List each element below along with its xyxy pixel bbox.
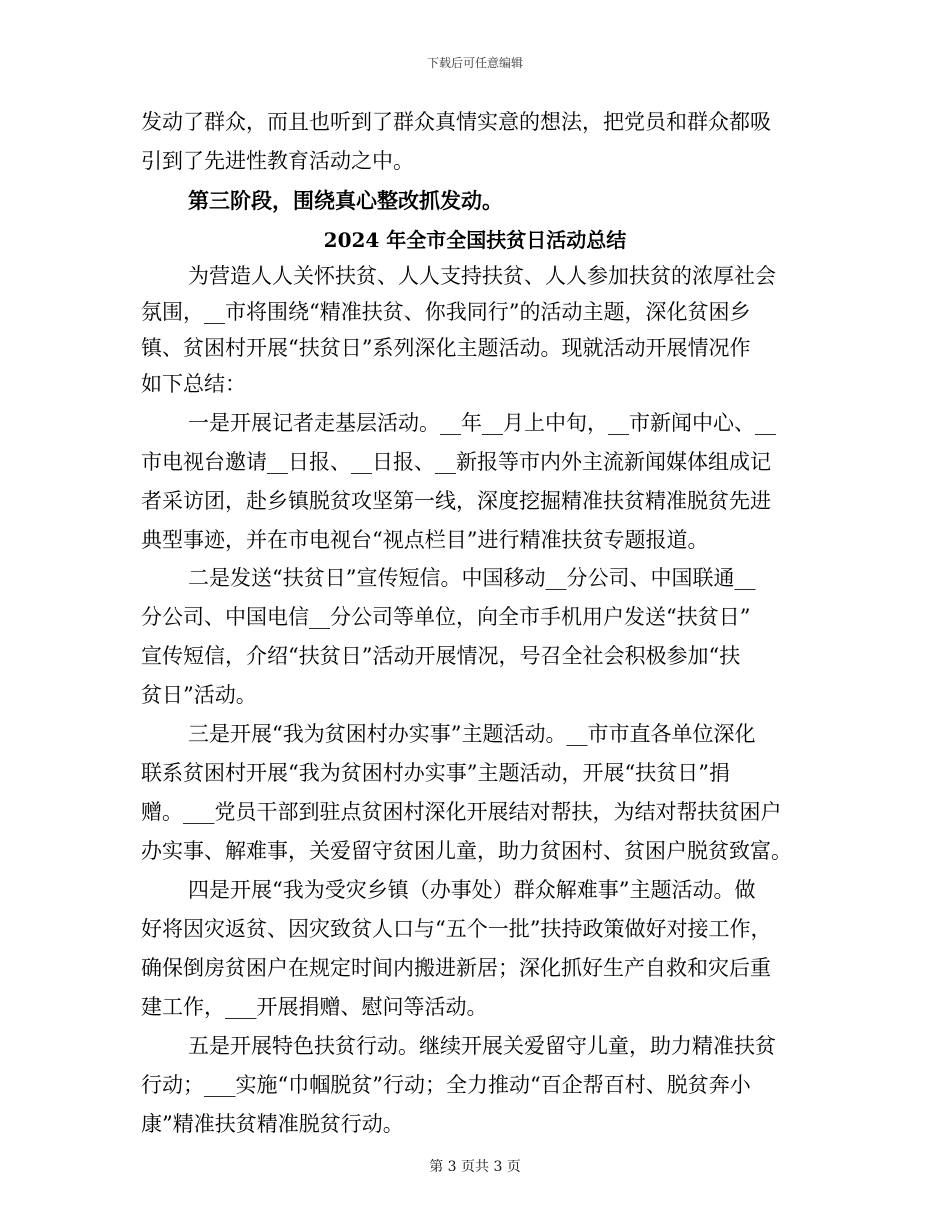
body-line: 者采访团，赴乡镇脱贫攻坚第一线，深度挖掘精准扶贫精准脱贫先进 <box>141 489 771 513</box>
body-line: 如下总结： <box>141 372 246 396</box>
body-line: 一是开展记者走基层活动。__年__月上中旬，__市新闻中心、__ <box>188 411 776 435</box>
body-line: 建工作，___开展捐赠、慰问等活动。 <box>141 995 488 1019</box>
body-line: 联系贫困村开展“我为贫困村办实事”主题活动，开展“扶贫日”捐 <box>141 761 730 785</box>
section-heading: 第三阶段，围绕真心整改抓发动。 <box>188 188 503 213</box>
body-line: 赠。___党员干部到驻点贫困村深化开展结对帮扶，为结对帮扶贫困户 <box>141 800 782 824</box>
body-line: 办实事、解难事，关爱留守贫困儿童，助力贫困村、贫困户脱贫致富。 <box>141 839 792 863</box>
page-footer: 第 3 页共 3 页 <box>429 1159 521 1175</box>
body-line: 五是开展特色扶贫行动。继续开展关爱留守儿童，助力精准扶贫 <box>188 1034 776 1058</box>
body-line: 贫日”活动。 <box>141 683 257 707</box>
body-line: 康”精准扶贫精准脱贫行动。 <box>141 1112 404 1136</box>
body-line: 确保倒房贫困户在规定时间内搬进新居；深化抓好生产自救和灾后重 <box>141 956 771 980</box>
body-line: 四是开展“我为受灾乡镇（办事处）群众解难事”主题活动。做 <box>188 878 756 902</box>
body-line: 好将因灾返贫、因灾致贫人口与“五个一批”扶持政策做好对接工作， <box>141 917 772 941</box>
body-line: 为营造人人关怀扶贫、人人支持扶贫、人人参加扶贫的浓厚社会 <box>188 264 776 288</box>
page-header: 下载后可任意编辑 <box>426 56 523 70</box>
body-line: 市电视台邀请__日报、__日报、__新报等市内外主流新闻媒体组成记 <box>141 450 771 474</box>
body-line: 二是发送“扶贫日”宣传短信。中国移动__分公司、中国联通__ <box>188 566 756 590</box>
body-line: 三是开展“我为贫困村办实事”主题活动。__市市直各单位深化 <box>188 722 756 746</box>
body-line: 氛围，__市将围绕“精准扶贫、你我同行”的活动主题，深化贫困乡 <box>141 300 751 324</box>
document-title: 2024 年全市全国扶贫日活动总结 <box>323 228 627 252</box>
body-line: 分公司、中国电信__分公司等单位，向全市手机用户发送“扶贫日” <box>141 605 751 629</box>
body-line: 镇、贫困村开展“扶贫日”系列深化主题活动。现就活动开展情况作 <box>141 336 751 360</box>
body-line: 典型事迹，并在市电视台“视点栏目”进行精准扶贫专题报道。 <box>141 528 709 552</box>
body-line: 引到了先进性教育活动之中。 <box>141 149 414 173</box>
body-line: 发动了群众，而且也听到了群众真情实意的想法，把党员和群众都吸 <box>141 110 771 134</box>
body-line: 行动；___实施“巾帼脱贫”行动；全力推动“百企帮百村、脱贫奔小 <box>141 1073 751 1097</box>
body-line: 宣传短信，介绍“扶贫日”活动开展情况，号召全社会积极参加“扶 <box>141 644 741 668</box>
